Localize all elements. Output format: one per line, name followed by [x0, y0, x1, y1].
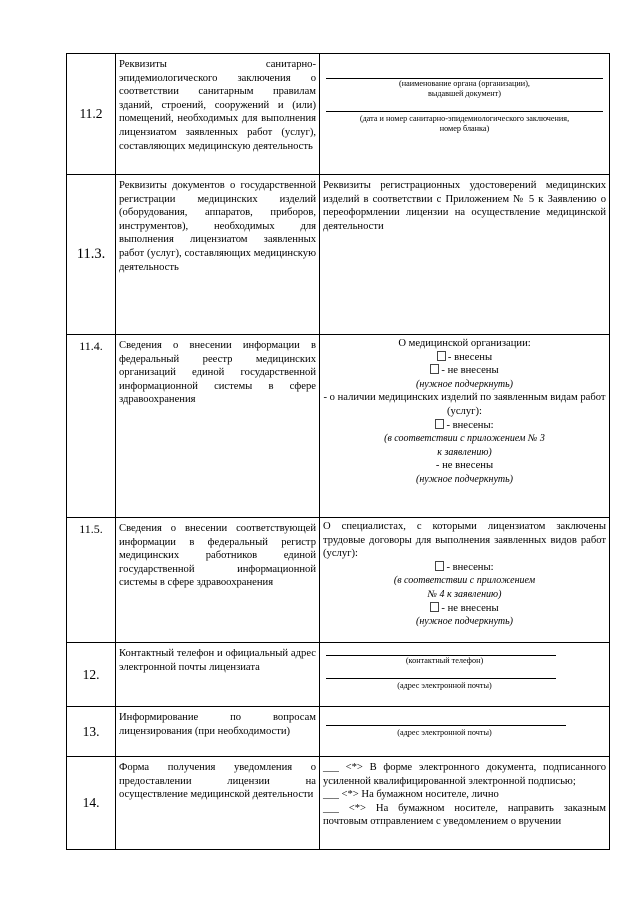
- section-line: - о наличии медицинских изделий по заявленным видам работ (услуг):: [323, 392, 606, 417]
- checkbox-icon[interactable]: [430, 602, 439, 612]
- option-paper-mail[interactable]: ___ <*> На бумажном носителе, направить заказным почтовым отправлением с уведомлением о вручении: [323, 802, 606, 828]
- row-description: Реквизиты санитарно-эпидемиологического заключения о соответствии санитарным правилам зданий, строений, сооружений и (или) помещений, необходимых для выполнения лицензиатом заявленных работ (услуг), составляющих медицинскую деятельность: [116, 54, 320, 175]
- row-value: Реквизиты регистрационных удостоверений медицинских изделий в соответствии с Приложением № 5 к Заявлению о переоформлении лицензии на осуществление медицинской деятельности: [320, 175, 610, 335]
- checkbox-icon[interactable]: [435, 419, 444, 429]
- row-value: [320, 54, 610, 175]
- option-not-entered[interactable]: - не внесены: [323, 602, 606, 616]
- row-value: [320, 518, 610, 643]
- row-number: 14.: [67, 757, 116, 850]
- email-fill-line[interactable]: [326, 666, 556, 679]
- row-number: 11.2: [67, 54, 116, 175]
- option-paper-in-person[interactable]: ___ <*> На бумажном носителе, лично: [323, 789, 499, 801]
- fill-line[interactable]: [326, 58, 603, 79]
- option-not-entered[interactable]: - не внесены: [435, 460, 494, 472]
- license-form-table: [66, 53, 610, 850]
- table-row: [67, 175, 610, 335]
- table-row: [67, 643, 610, 707]
- row-description: Реквизиты документов о государственной регистрации медицинских изделий (оборудования, аппаратов, приборов, инструментов), необходимых для выполнения лицензиатом заявленных работ (услуг), составляющих медицинскую деятельность: [116, 175, 320, 335]
- row-description: Контактный телефон и официальный адрес электронной почты лицензиата: [116, 643, 320, 707]
- row-number: 12.: [67, 643, 116, 707]
- field-caption: выдавшей документ): [427, 89, 501, 98]
- row-number: 11.5.: [67, 518, 116, 643]
- table-row: [67, 335, 610, 518]
- table-row: [67, 707, 610, 757]
- phone-fill-line[interactable]: [326, 647, 556, 656]
- row-value: [320, 707, 610, 757]
- appendix-note: № 4 к заявлению): [427, 588, 502, 600]
- table-row: [67, 757, 610, 850]
- appendix-note: к заявлению): [437, 446, 492, 458]
- section-line: О специалистах, с которыми лицензиатом заключены трудовые договоры для выполнения заявленных видов работ (услуг):: [323, 521, 606, 560]
- checkbox-icon[interactable]: [435, 561, 444, 571]
- email-fill-line[interactable]: [326, 711, 566, 726]
- option-entered[interactable]: - внесены: [323, 351, 606, 365]
- checkbox-icon[interactable]: [430, 364, 439, 374]
- option-entered[interactable]: - внесены:: [323, 419, 606, 433]
- row-description: Форма получения уведомления о предоставлении лицензии на осуществление медицинской деятельности: [116, 757, 320, 850]
- row-value: [320, 335, 610, 518]
- row-number: 13.: [67, 707, 116, 757]
- section-line: О медицинской организации:: [398, 338, 531, 349]
- underline-note: (нужное подчеркнуть): [416, 473, 513, 485]
- row-value: [320, 643, 610, 707]
- table-row: [67, 518, 610, 643]
- appendix-note: (в соответствии с приложением № 3: [384, 433, 545, 445]
- row-description: Информирование по вопросам лицензирования (при необходимости): [116, 707, 320, 757]
- field-caption: (контактный телефон): [405, 656, 484, 665]
- underline-note: (нужное подчеркнуть): [416, 378, 513, 390]
- appendix-note: (в соответствии с приложением: [393, 575, 536, 587]
- field-caption: (адрес электронной почты): [397, 728, 492, 737]
- option-entered[interactable]: - внесены:: [323, 561, 606, 575]
- fill-line[interactable]: [326, 99, 603, 112]
- option-electronic[interactable]: ___ <*> В форме электронного документа, подписанного усиленной квалифицированной электронной подписью;: [323, 762, 606, 787]
- underline-note: (нужное подчеркнуть): [416, 616, 513, 628]
- field-caption: (адрес электронной почты): [397, 681, 492, 690]
- field-caption: номер бланка): [439, 124, 490, 133]
- field-caption: (дата и номер санитарно-эпидемиологического заключения,: [359, 114, 570, 123]
- row-description: Сведения о внесении информации в федеральный реестр медицинских организаций единой государственной информационной системы в сфере здравоохранения: [116, 335, 320, 518]
- table-row: [67, 54, 610, 175]
- option-not-entered[interactable]: - не внесены: [323, 364, 606, 378]
- field-caption: (наименование органа (организации),: [399, 79, 530, 88]
- row-description: Сведения о внесении соответствующей информации в федеральный регистр медицинских работников единой государственной информационной системы в сфере здравоохранения: [116, 518, 320, 643]
- row-number: 11.4.: [67, 335, 116, 518]
- row-value: [320, 757, 610, 850]
- row-number: 11.3.: [67, 175, 116, 335]
- checkbox-icon[interactable]: [437, 351, 446, 361]
